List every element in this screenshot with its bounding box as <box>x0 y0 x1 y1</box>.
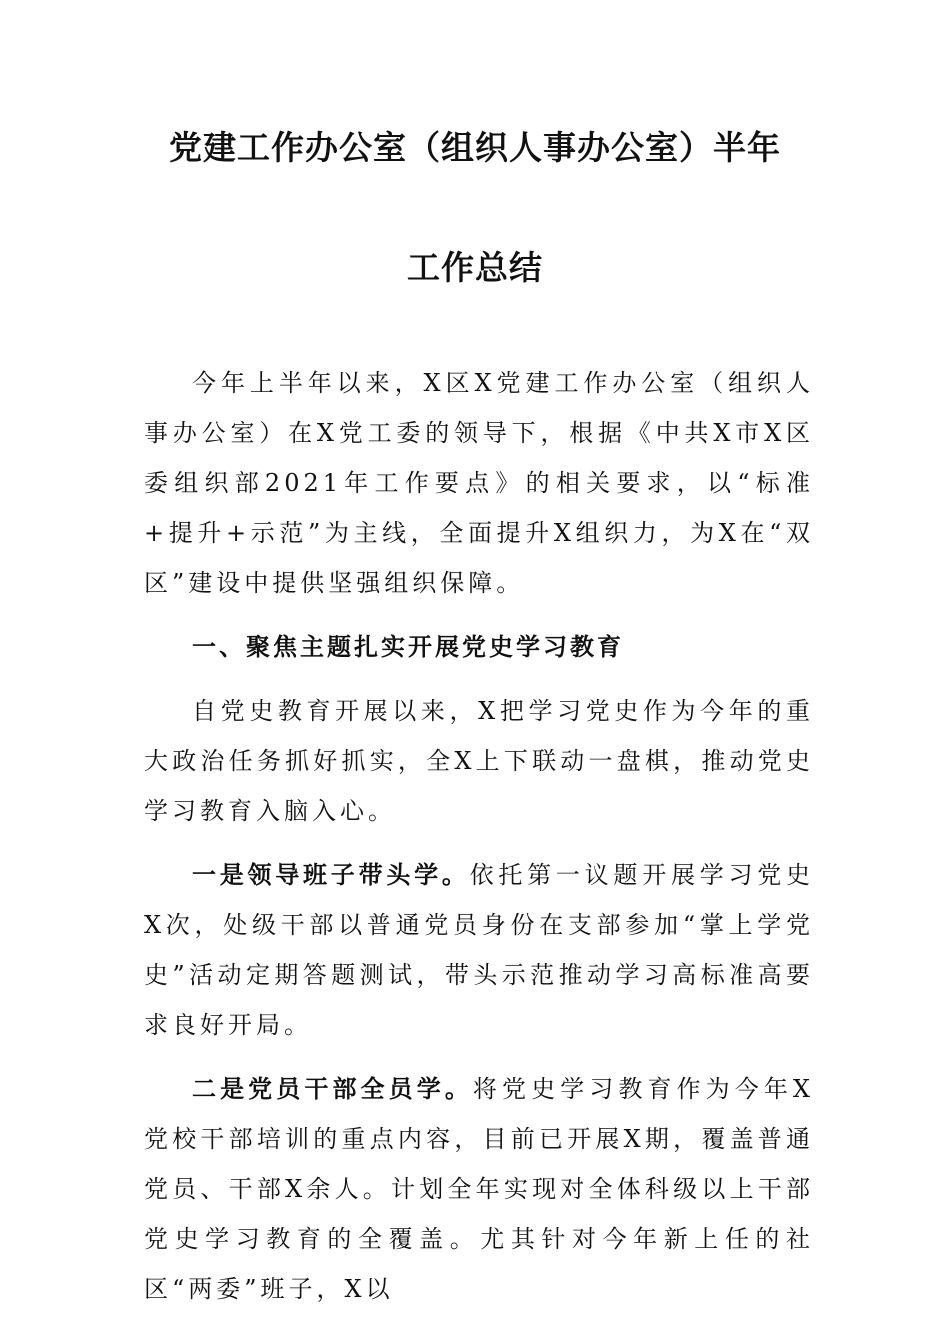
paragraph-gap <box>144 608 814 622</box>
intro-paragraph: 今年上半年以来，X区X党建工作办公室（组织人事办公室）在X党工委的领导下，根据《中共X市X区委组织部2021年工作要点》的相关要求，以“标准+提升+示范”为主线，全面提升X组织力，为X在“双区”建设中提供坚强组织保障。 <box>144 369 814 597</box>
paragraph-gap <box>144 836 814 850</box>
item-1-paragraph <box>144 850 814 1050</box>
item-2-text: 将党史学习教育作为今年X党校干部培训的重点内容，目前已开展X期，覆盖普通党员、干部X余人。计划全年实现对全体科级以上干部党史学习教育的全覆盖。尤其针对今年新上任的社区“两委”班子，X以 <box>144 1075 815 1303</box>
item-2-lead: 二是党员干部全员学。 <box>192 1075 473 1103</box>
paragraph-gap <box>144 672 814 686</box>
document-body <box>144 358 814 1314</box>
document-title-line-2: 工作总结 <box>407 248 543 287</box>
document-title-line-1: 党建工作办公室（组织人事办公室）半年 <box>169 128 781 167</box>
section-1-intro-paragraph: 自党史教育开展以来，X把学习党史作为今年的重大政治任务抓好抓实，全X上下联动一盘棋，推动党史学习教育入脑入心。 <box>144 697 814 825</box>
paragraph-gap <box>144 1050 814 1064</box>
item-1-lead: 一是领导班子带头学。 <box>192 861 470 889</box>
item-2-paragraph <box>144 1064 814 1314</box>
item-1-text: 依托第一议题开展学习党史X次，处级干部以普通党员身份在支部参加“掌上学党史”活动定期答题测试，带头示范推动学习高标准高要求良好开局。 <box>144 861 815 1039</box>
section-heading-1: 一、聚焦主题扎实开展党史学习教育 <box>192 633 624 661</box>
